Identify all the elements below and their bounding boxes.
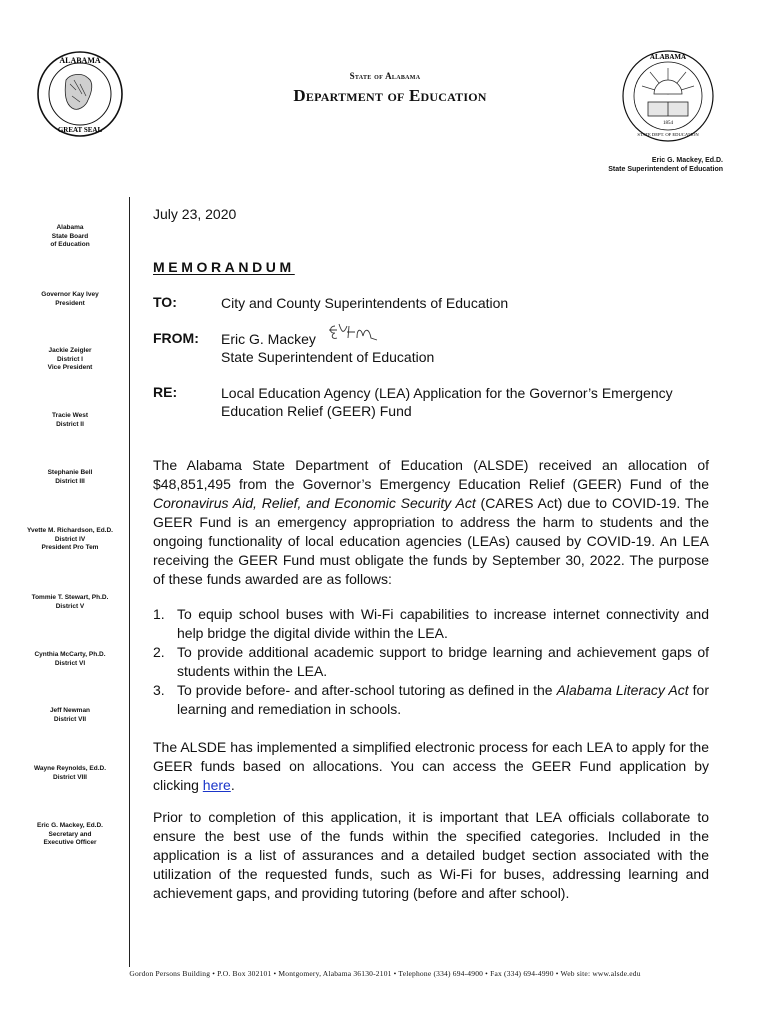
- footer-address: Gordon Persons Building • P.O. Box 302101 • Montgomery, Alabama 36130-2101 • Telephone (334) 694-4900 • Fax (334) 694-4990 • Web site: www.alsde.edu: [129, 969, 641, 978]
- memo-date: July 23, 2020: [153, 206, 237, 222]
- column-divider: [129, 197, 130, 967]
- board-member: Governor Kay Ivey President: [41, 291, 99, 307]
- application-link[interactable]: here: [202, 777, 231, 793]
- purpose-list: [153, 605, 709, 719]
- seal-alabama-text: ALABAMA: [59, 56, 101, 65]
- board-heading: Alabama State Board of Education: [50, 224, 90, 248]
- paragraph-process: The ALSDE has implemented a simplified electronic process for each LEA to apply for the GEER funds based on allocations. You can access the GEER Fund application by clicking here.: [153, 739, 709, 793]
- from-title: State Superintendent of Education: [221, 349, 435, 365]
- board-member: Jackie Zeigler District I Vice President: [47, 347, 93, 371]
- re-label: RE:: [153, 384, 178, 400]
- board-member: Tommie T. Stewart, Ph.D. District V: [31, 594, 109, 610]
- memo-title: MEMORANDUM: [153, 259, 295, 275]
- board-member: Wayne Reynolds, Ed.D. District VIII: [34, 765, 106, 781]
- seal-top-text: ALABAMA: [649, 53, 687, 61]
- from-label: FROM:: [153, 330, 199, 346]
- board-member: Tracie West District II: [51, 412, 88, 428]
- seal-great-seal-text: GREAT SEAL: [57, 126, 103, 134]
- superintendent-title: State Superintendent of Education: [608, 166, 723, 173]
- seal-bottom-text: STATE DEPT. OF EDUCATION: [637, 132, 699, 137]
- re-value: Local Education Agency (LEA) Application for the Governor’s Emergency Education Relief (GEER) Fund: [221, 385, 673, 419]
- board-member: Yvette M. Richardson, Ed.D. District IV President Pro Tem: [27, 527, 113, 551]
- board-member: Cynthia McCarty, Ph.D. District VI: [34, 651, 106, 667]
- to-value: City and County Superintendents of Education: [221, 295, 509, 311]
- from-name: Eric G. Mackey: [221, 331, 316, 347]
- superintendent-name: Eric G. Mackey, Ed.D.: [651, 157, 723, 164]
- paragraph-allocation: The Alabama State Department of Education (ALSDE) received an allocation of $48,851,495 from the Governor’s Emergency Education Relief (GEER) Fund of the Coronavirus Aid, Relief, and Economic Security Act (CARES Act) due to COVID-19. The GEER Fund is an emergency appropriation to address the harm to students and the ongoing functionality of local education agencies (LEAs) caused by COVID-19. An LEA receiving the GEER Fund must obligate the funds by September 30, 2022. The purpose of these funds awarded are as follows:: [153, 457, 709, 587]
- board-member: Eric G. Mackey, Ed.D. Secretary and Executive Officer: [37, 822, 103, 846]
- superintendent-block: [608, 156, 723, 174]
- board-member: Stephanie Bell District III: [47, 469, 93, 485]
- from-value: [221, 330, 721, 366]
- to-label: TO:: [153, 294, 177, 310]
- board-member: Jeff Newman District VII: [49, 707, 91, 723]
- state-name: State of Alabama: [349, 71, 421, 81]
- list-item: 1. To equip school buses with Wi-Fi capabilities to increase internet connectivity and help bridge the digital divide within the LEA.: [153, 606, 709, 641]
- paragraph-assurances: Prior to completion of this application, it is important that LEA officials collaborate to ensure the best use of the funds within the specified categories. Included in the application is a list of assurances and a detailed budget section associated with the utilization of the requested funds, such as Wi-Fi for buses, addressing learning and achievement gaps, and providing tutoring (before and after school).: [153, 809, 709, 901]
- list-item: 2. To provide additional academic support to bridge learning and achievement gaps of students within the LEA.: [153, 644, 709, 679]
- seal-year-text: 1854: [663, 121, 673, 126]
- list-item: 3. To provide before- and after-school tutoring as defined in the Alabama Literacy Act for learning and remediation in schools.: [153, 682, 710, 717]
- department-name: Department of Education: [293, 86, 487, 105]
- signature-icon: [325, 320, 383, 346]
